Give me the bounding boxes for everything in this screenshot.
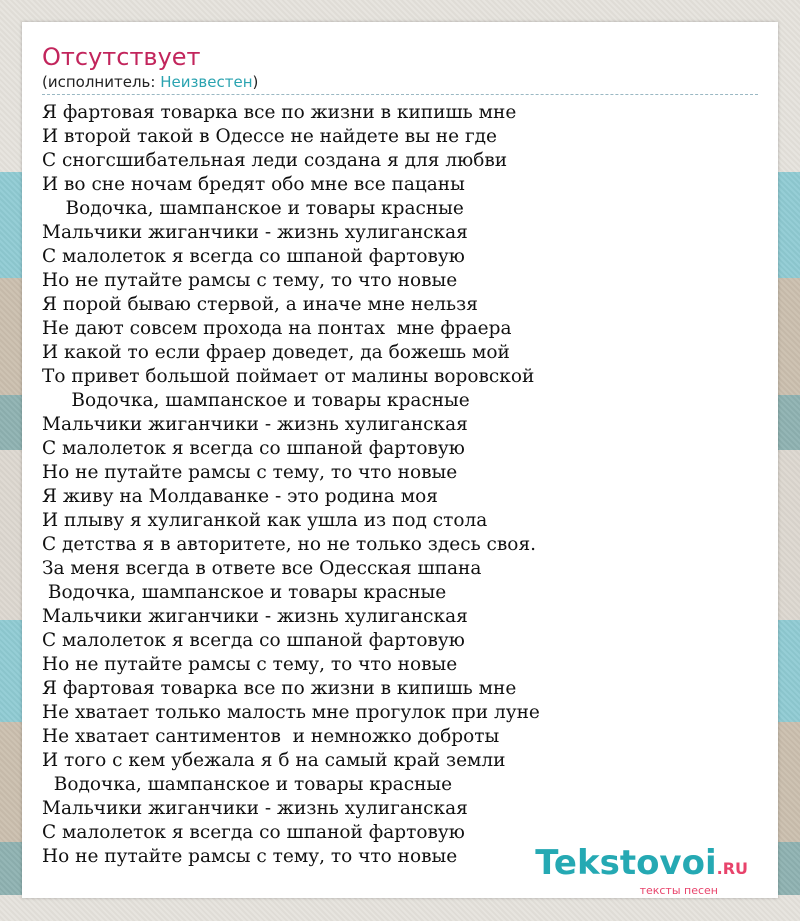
lyrics-card bbox=[22, 22, 778, 898]
lyrics-text bbox=[42, 101, 758, 869]
logo-tld: .RU bbox=[716, 859, 748, 878]
logo-wordmark bbox=[535, 845, 748, 887]
site-logo[interactable] bbox=[535, 845, 748, 896]
lyric-line: С малолеток я всегда со шпаной фартовую bbox=[42, 438, 465, 459]
lyric-line: То привет большой поймает от малины воровской bbox=[42, 366, 535, 387]
lyric-line: И того с кем убежала я б на самый край земли bbox=[42, 750, 506, 771]
artist-line bbox=[42, 72, 758, 92]
lyric-line: Но не путайте рамсы с тему, то что новые bbox=[42, 846, 458, 867]
lyric-line: Мальчики жиганчики - жизнь хулиганская bbox=[42, 798, 468, 819]
logo-main-text: Tekstovoi bbox=[535, 843, 717, 883]
lyric-line: С детства я в авторитете, но не только здесь своя. bbox=[42, 534, 536, 555]
lyric-line: Мальчики жиганчики - жизнь хулиганская bbox=[42, 222, 468, 243]
lyric-line: Я фартовая товарка все по жизни в кипишь мне bbox=[42, 678, 517, 699]
lyric-line: Я фартовая товарка все по жизни в кипишь мне bbox=[42, 102, 517, 123]
lyric-line: И плыву я хулиганкой как ушла из под стола bbox=[42, 510, 488, 531]
lyric-line: Мальчики жиганчики - жизнь хулиганская bbox=[42, 414, 468, 435]
lyric-line: Не дают совсем прохода на понтах мне фраера bbox=[42, 318, 512, 339]
song-title: Отсутствует bbox=[42, 43, 201, 71]
lyric-line: И во сне ночам бредят обо мне все пацаны bbox=[42, 174, 465, 195]
lyric-line: Но не путайте рамсы с тему, то что новые bbox=[42, 654, 458, 675]
lyric-line: С сногсшибательная леди создана я для любви bbox=[42, 150, 508, 171]
lyric-line: Я живу на Молдаванке - это родина моя bbox=[42, 486, 438, 507]
lyric-line: Водочка, шампанское и товары красные bbox=[42, 390, 470, 411]
lyric-line: Водочка, шампанское и товары красные bbox=[42, 582, 447, 603]
lyric-line: Но не путайте рамсы с тему, то что новые bbox=[42, 270, 458, 291]
lyric-line: За меня всегда в ответе все Одесская шпана bbox=[42, 558, 482, 579]
lyric-line: Мальчики жиганчики - жизнь хулиганская bbox=[42, 606, 468, 627]
lyric-line: И какой то если фраер доведет, да божешь мой bbox=[42, 342, 510, 363]
artist-suffix: ) bbox=[252, 73, 259, 91]
logo-tagline: тексты песен bbox=[639, 884, 718, 897]
lyric-line: Я порой бываю стервой, а иначе мне нельзя bbox=[42, 294, 478, 315]
artist-prefix: (исполнитель: bbox=[42, 73, 161, 91]
lyric-line: Не хватает только малость мне прогулок при луне bbox=[42, 702, 540, 723]
lyric-line: С малолеток я всегда со шпаной фартовую bbox=[42, 630, 465, 651]
lyric-line: Не хватает сантиментов и немножко доброты bbox=[42, 726, 500, 747]
song-header bbox=[42, 42, 758, 95]
lyric-line: Водочка, шампанское и товары красные bbox=[42, 198, 464, 219]
artist-link[interactable]: Неизвестен bbox=[160, 73, 253, 91]
lyric-line: С малолеток я всегда со шпаной фартовую bbox=[42, 246, 465, 267]
lyric-line: Но не путайте рамсы с тему, то что новые bbox=[42, 462, 458, 483]
lyric-line: И второй такой в Одессе не найдете вы не где bbox=[42, 126, 497, 147]
lyric-line: С малолеток я всегда со шпаной фартовую bbox=[42, 822, 465, 843]
lyric-line: Водочка, шампанское и товары красные bbox=[42, 774, 453, 795]
